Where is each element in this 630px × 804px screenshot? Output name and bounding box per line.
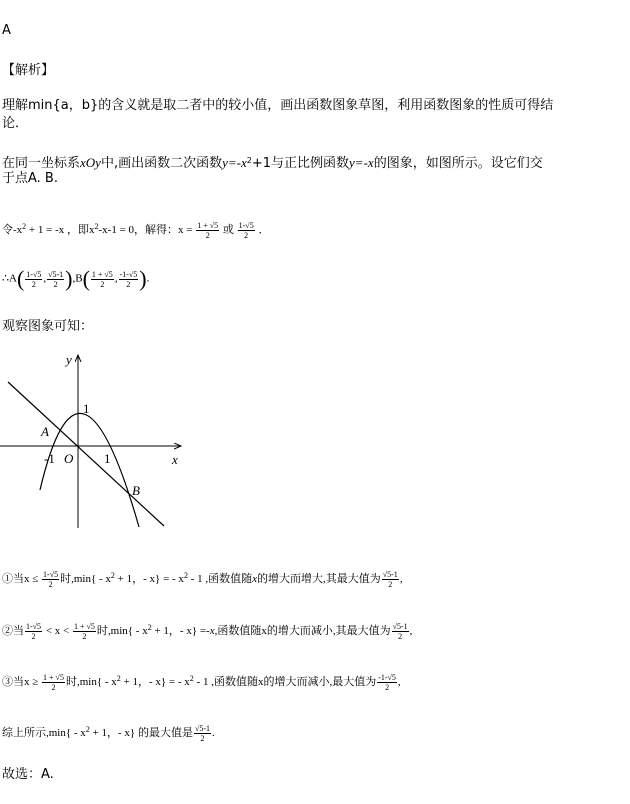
point-a-label: A [41, 424, 49, 439]
x-tick-1: 1 [104, 451, 111, 466]
paragraph-setup-line-2: 于点A. B. [2, 171, 58, 186]
x-axis-label: x [172, 452, 178, 467]
origin-label: O [64, 451, 74, 466]
solve-equation: 令$-x^2 + 1 = -x$ ，即$x^2-x-1 = 0$，解得：x = $\frac{1 + √5}{2}$ 或 $\frac{1-√5}{2}$ ． [2, 220, 270, 240]
final-answer: 故选：A. [2, 767, 54, 782]
case-1: ①当x ≤ $\frac{1-√5}{2}$ 时$,\min\{ - x^2 + 1$，- x} = - $x^2 - 1$ ,函数值随x的增大而增大,其最大值为 $\frac{√5-1}{2}$ , [2, 569, 403, 589]
y-axis-label: y [66, 352, 72, 367]
point-b-label: B [132, 483, 140, 498]
observe-label: 观察图象可知： [2, 319, 94, 334]
summary: 综上所示$,\min\{ - x^2 + 1$，- x} 的最大值是 $\frac{√5-1}{2}$ . [2, 723, 215, 743]
case-2: ②当 $\frac{1-√5}{2}$ < x < $\frac{1 + √5}{2}$ 时$,\min\{ - x^2 + 1$，- x} =-x,函数值随x的增大而减小,其最大值为 $\frac{√5-1}{2}$ , [2, 621, 413, 641]
paragraph-setup: 在同一坐标系xOy中,画出函数二次函数$y=-x^2+1$与正比例函数y=-x的图象，如图所示。设它们交 [2, 155, 543, 171]
intro-line-1: 理解min{a，b}的含义就是取二者中的较小值，画出函数图象草图，利用函数图象的性质可得结 [2, 98, 554, 113]
parabola-curve [40, 413, 139, 527]
function-graph [0, 350, 200, 540]
x-tick-neg-1: -1 [44, 451, 55, 466]
intersection-points: ∴A( $\frac{1-√5}{2}$ , $\frac{√5-1}{2}$ ),B( $\frac{1 + √5}{2}$ , $\frac{-1-√5}{2}$ ). [2, 266, 150, 291]
section-title: 【解析】 [2, 63, 55, 78]
intro-line-2: 论． [2, 116, 29, 131]
answer-letter: A [2, 23, 11, 38]
root-1: $\frac{1 + √5}{2}$ [197, 220, 219, 240]
case-3: ③当x ≥ $\frac{1 + √5}{2}$ 时$,\min\{ - x^2 + 1$，- x} = - $x^2 - 1$ ,函数值随x的增大而减小,最大值为 $\frac{-1-√5}{2}$ , [2, 672, 401, 692]
quadratic-fn: y=-x [222, 155, 247, 170]
root-2: $\frac{1-√5}{2}$ [238, 220, 254, 240]
linear-fn: y=-x [349, 155, 374, 170]
coord-system: xOy [80, 155, 101, 170]
y-tick-1: 1 [83, 401, 90, 416]
